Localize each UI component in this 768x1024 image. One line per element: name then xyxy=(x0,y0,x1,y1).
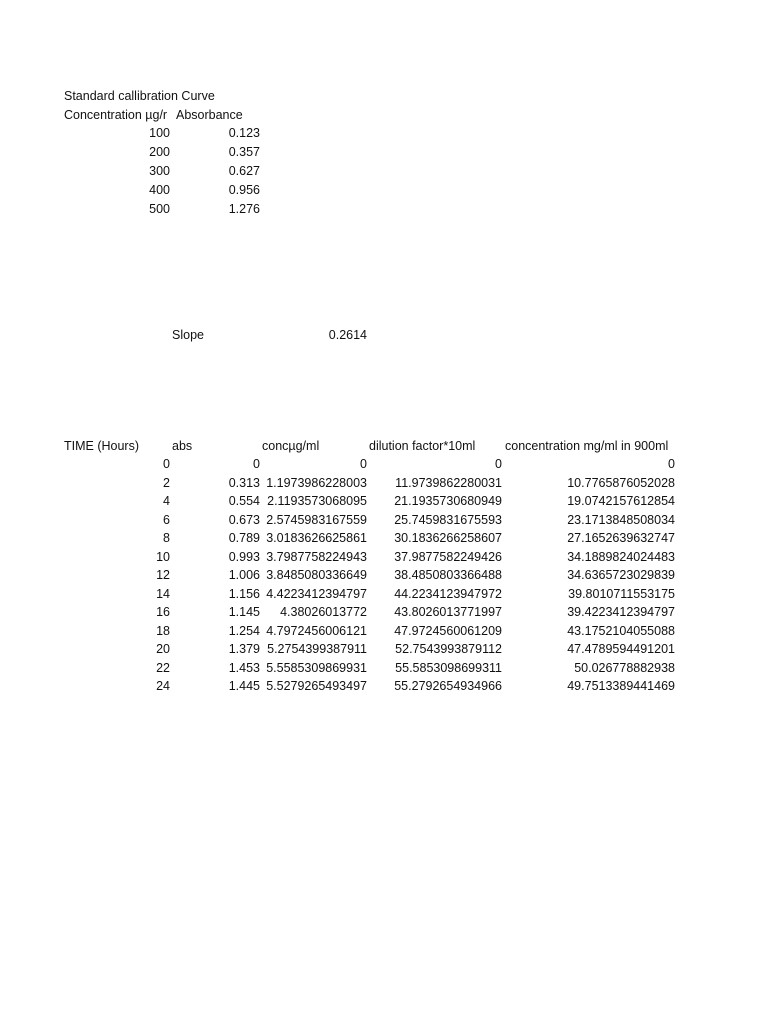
calibration-concentration-cell: 200 xyxy=(149,145,170,159)
abs-cell: 0.313 xyxy=(228,476,260,490)
header-dilution: dilution factor*10ml xyxy=(369,439,476,453)
time-cell: 20 xyxy=(156,642,170,656)
time-cell: 18 xyxy=(156,624,170,638)
conc-cell: 1.1973986228003 xyxy=(266,476,367,490)
dilution-cell: 30.1836266258607 xyxy=(394,531,502,545)
abs-cell: 1.145 xyxy=(228,605,260,619)
conc-cell: 5.5585309869931 xyxy=(266,661,367,675)
conc900-cell: 0 xyxy=(668,457,675,471)
conc-cell: 0 xyxy=(360,457,367,471)
calibration-concentration-cell: 300 xyxy=(149,164,170,178)
abs-cell: 1.379 xyxy=(228,642,260,656)
calibration-absorbance-cell: 0.627 xyxy=(228,164,260,178)
dilution-cell: 55.2792654934966 xyxy=(394,679,502,693)
calibration-header-concentration: Concentration µg/r xyxy=(64,108,168,122)
dilution-cell: 38.4850803366488 xyxy=(394,568,502,582)
calibration-absorbance-cell: 0.357 xyxy=(228,145,260,159)
dilution-cell: 0 xyxy=(495,457,502,471)
calibration-concentration-cell: 500 xyxy=(149,202,170,216)
time-cell: 4 xyxy=(163,494,170,508)
conc900-cell: 34.1889824024483 xyxy=(567,550,675,564)
abs-cell: 1.453 xyxy=(228,661,260,675)
abs-cell: 1.156 xyxy=(228,587,260,601)
conc900-cell: 34.6365723029839 xyxy=(567,568,675,582)
abs-cell: 0.673 xyxy=(228,513,260,527)
header-conc: concµg/ml xyxy=(262,439,320,453)
time-cell: 6 xyxy=(163,513,170,527)
header-time: TIME (Hours) xyxy=(64,439,139,453)
calibration-absorbance-cell: 1.276 xyxy=(228,202,260,216)
dilution-cell: 37.9877582249426 xyxy=(394,550,502,564)
dilution-cell: 21.1935730680949 xyxy=(394,494,502,508)
conc-cell: 4.4223412394797 xyxy=(266,587,367,601)
dilution-cell: 11.9739862280031 xyxy=(395,476,502,490)
time-cell: 8 xyxy=(163,531,170,545)
conc900-cell: 47.4789594491201 xyxy=(567,642,675,656)
conc-cell: 4.7972456006121 xyxy=(266,624,367,638)
time-cell: 24 xyxy=(156,679,170,693)
conc900-cell: 10.7765876052028 xyxy=(567,476,675,490)
abs-cell: 0.993 xyxy=(228,550,260,564)
time-cell: 10 xyxy=(156,550,170,564)
conc900-cell: 39.4223412394797 xyxy=(567,605,675,619)
time-cell: 2 xyxy=(163,476,170,490)
header-conc900: concentration mg/ml in 900ml xyxy=(505,439,669,453)
conc900-cell: 50.026778882938 xyxy=(574,661,675,675)
slope-label: Slope xyxy=(172,328,204,342)
header-abs: abs xyxy=(172,439,193,453)
calibration-header-absorbance: Absorbance xyxy=(176,108,243,122)
conc-cell: 2.5745983167559 xyxy=(266,513,367,527)
slope-value: 0.2614 xyxy=(328,328,367,342)
conc900-cell: 19.0742157612854 xyxy=(567,494,675,508)
time-cell: 22 xyxy=(156,661,170,675)
calibration-absorbance-cell: 0.956 xyxy=(228,183,260,197)
conc-cell: 5.5279265493497 xyxy=(266,679,367,693)
conc-cell: 4.38026013772 xyxy=(280,605,367,619)
abs-cell: 1.254 xyxy=(228,624,260,638)
conc-cell: 3.8485080336649 xyxy=(266,568,367,582)
time-cell: 14 xyxy=(156,587,170,601)
calibration-title: Standard callibration Curve xyxy=(64,89,215,103)
conc-cell: 3.0183626625861 xyxy=(266,531,367,545)
conc-cell: 3.7987758224943 xyxy=(266,550,367,564)
calibration-absorbance-cell: 0.123 xyxy=(228,126,260,140)
dilution-cell: 43.8026013771997 xyxy=(394,605,502,619)
abs-cell: 0.789 xyxy=(228,531,260,545)
conc900-cell: 23.1713848508034 xyxy=(567,513,675,527)
calibration-concentration-cell: 400 xyxy=(149,183,170,197)
abs-cell: 1.006 xyxy=(228,568,260,582)
conc-cell: 5.2754399387911 xyxy=(267,642,367,656)
dilution-cell: 52.7543993879112 xyxy=(395,642,502,656)
time-cell: 16 xyxy=(156,605,170,619)
conc900-cell: 27.1652639632747 xyxy=(567,531,675,545)
calibration-concentration-cell: 100 xyxy=(149,126,170,140)
time-cell: 0 xyxy=(163,457,170,471)
dilution-cell: 47.9724560061209 xyxy=(394,624,502,638)
time-cell: 12 xyxy=(156,568,170,582)
dilution-cell: 55.5853098699311 xyxy=(395,661,502,675)
dilution-cell: 44.2234123947972 xyxy=(394,587,502,601)
conc900-cell: 49.7513389441469 xyxy=(567,679,675,693)
conc900-cell: 39.8010711553175 xyxy=(568,587,675,601)
abs-cell: 0 xyxy=(253,457,260,471)
dilution-cell: 25.7459831675593 xyxy=(394,513,502,527)
conc-cell: 2.1193573068095 xyxy=(267,494,367,508)
abs-cell: 0.554 xyxy=(228,494,260,508)
abs-cell: 1.445 xyxy=(228,679,260,693)
conc900-cell: 43.1752104055088 xyxy=(567,624,675,638)
